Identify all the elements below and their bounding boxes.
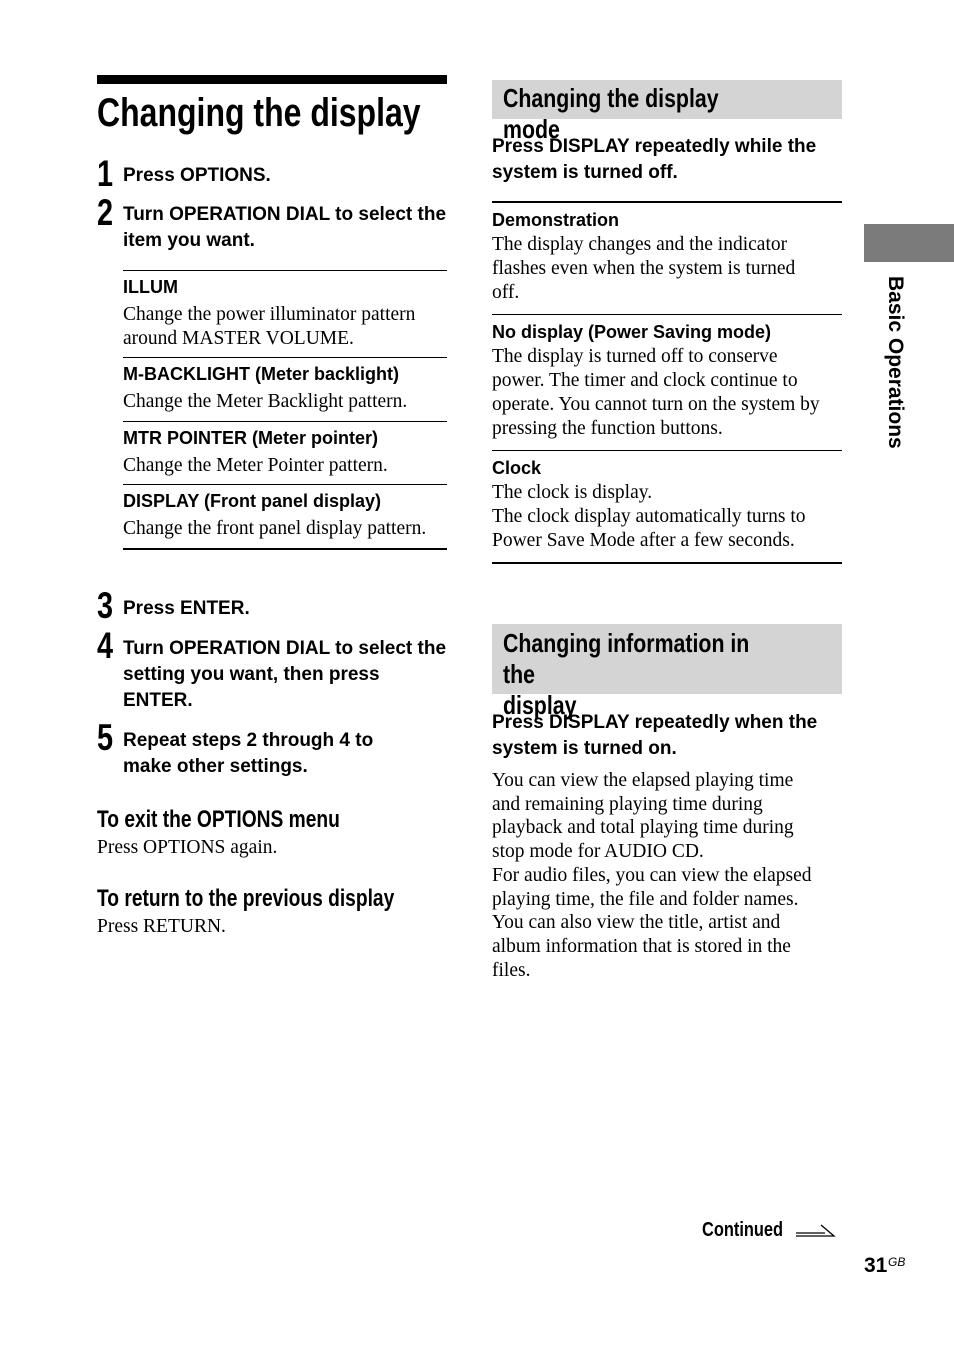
- section-tab-label: [882, 276, 912, 476]
- step-3-number: 3: [97, 585, 114, 626]
- step-5-text: Repeat steps 2 through 4 to make other settings.: [123, 730, 374, 777]
- display-info-lead: Press DISPLAY repeatedly when the system is turned on.: [492, 712, 818, 759]
- step-4-text: Turn OPERATION DIAL to select the setting you want, then press ENTER.: [123, 638, 447, 711]
- option-name: M-BACKLIGHT (Meter backlight): [123, 364, 399, 384]
- option-row: [123, 271, 447, 357]
- exit-options-heading: To exit the OPTIONS menu: [97, 806, 340, 833]
- step-5-number: 5: [97, 717, 114, 758]
- option-name: DISPLAY (Front panel display): [123, 491, 382, 511]
- option-row: [123, 484, 447, 548]
- display-mode-lead: Press DISPLAY repeatedly while the system is turned off.: [492, 136, 817, 183]
- page-number: 31: [864, 1254, 888, 1277]
- step-4-number: 4: [97, 625, 114, 666]
- options-table: [123, 270, 447, 550]
- mode-description: The clock is display. The clock display automatically turns to Power Save Mode after a few seconds.: [492, 482, 806, 551]
- step-2-text: Turn OPERATION DIAL to select the item you want.: [123, 204, 447, 251]
- option-description: Change the Meter Backlight pattern.: [123, 391, 408, 412]
- return-display-body: Press RETURN.: [97, 916, 226, 937]
- option-description: Change the power illuminator pattern around MASTER VOLUME.: [123, 304, 416, 349]
- exit-options-body: Press OPTIONS again.: [97, 837, 278, 858]
- section-tab-label-text: Basic Operations: [884, 276, 907, 449]
- step-2-number: 2: [97, 192, 114, 233]
- step-3-text: Press ENTER.: [123, 598, 250, 619]
- return-display-heading: To return to the previous display: [97, 885, 395, 912]
- continued-label: Continued: [702, 1219, 784, 1241]
- mode-row: [492, 314, 842, 450]
- option-name: MTR POINTER (Meter pointer): [123, 427, 378, 448]
- mode-name: Clock: [492, 458, 542, 478]
- mode-name: No display (Power Saving mode): [492, 322, 772, 342]
- display-mode-heading: Changing the display mode: [503, 83, 719, 144]
- mode-description: The display changes and the indicator flashes even when the system is turned off.: [492, 234, 796, 303]
- display-info-heading: Changing information in the display: [503, 628, 750, 720]
- display-info-heading-band: [492, 624, 842, 720]
- title-rule: [97, 75, 447, 84]
- option-row: [123, 421, 447, 485]
- step-1-text: Press OPTIONS.: [123, 165, 271, 186]
- page-number-suffix: GB: [888, 1255, 906, 1269]
- option-description: Change the Meter Pointer pattern.: [123, 454, 388, 476]
- display-mode-table: [492, 201, 842, 564]
- option-name: ILLUM: [123, 277, 178, 297]
- step-1-number: 1: [97, 153, 114, 194]
- option-row: [123, 357, 447, 421]
- continued-arrow-icon: [795, 1222, 837, 1238]
- mode-row: [492, 450, 842, 562]
- display-info-body: You can view the elapsed playing time and remaining playing time during playback and total playing time during stop mode for AUDIO CD. For audio files, you can view the elapsed playing time, the file and folder names. You can also view the title, artist and album information that is stored in the files.: [492, 770, 812, 981]
- mode-description: The display is turned off to conserve power. The timer and clock continue to operate. You cannot turn on the system by pressing the function buttons.: [492, 346, 820, 439]
- mode-name: Demonstration: [492, 210, 620, 230]
- section-tab-marker: [864, 224, 954, 262]
- display-mode-heading-band: [492, 80, 842, 144]
- option-description: Change the front panel display pattern.: [123, 518, 427, 539]
- mode-row: [492, 203, 842, 314]
- page-title: Changing the display: [97, 91, 421, 135]
